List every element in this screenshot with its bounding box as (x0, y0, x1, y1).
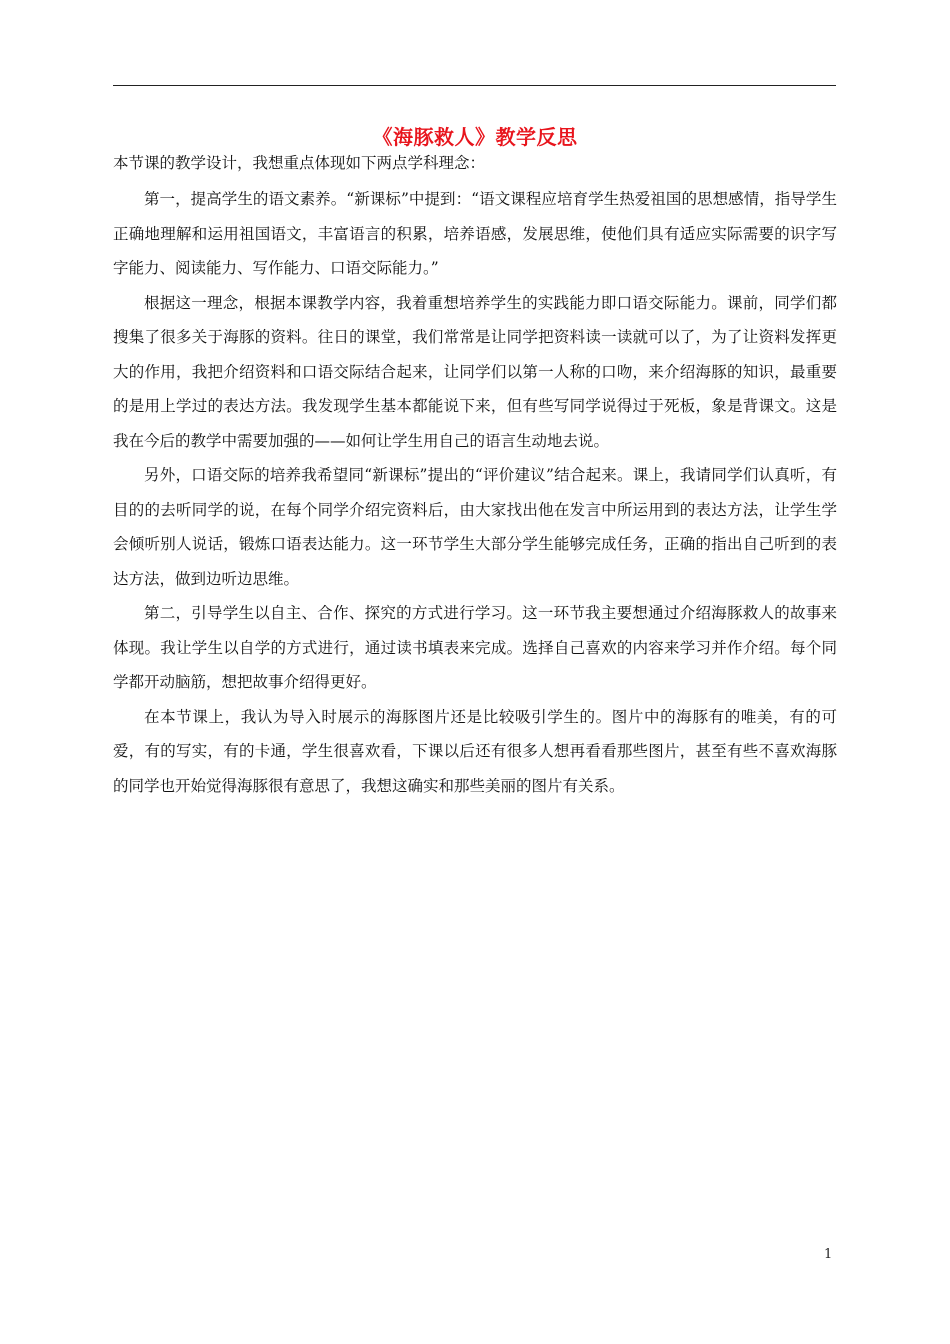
page-number: 1 (824, 1247, 833, 1262)
document-body (113, 150, 837, 803)
paragraph-4: 第二，引导学生以自主、合作、探究的方式进行学习。这一环节我主要想通过介绍海豚救人的故事来体现。我让学生以自学的方式进行，通过读书填表来完成。选择自己喜欢的内容来学习并作介绍。每个同学都开动脑筋，想把故事介绍得更好。 (113, 604, 837, 691)
header-rule (113, 85, 836, 86)
paragraph-1: 第一，提高学生的语文素养。“新课标”中提到：“语文课程应培育学生热爱祖国的思想感情，指导学生正确地理解和运用祖国语文，丰富语言的积累，培养语感，发展思维，使他们具有适应实际需要的识字写字能力、阅读能力、写作能力、口语交际能力。” (113, 190, 837, 277)
paragraph-5: 在本节课上，我认为导入时展示的海豚图片还是比较吸引学生的。图片中的海豚有的唯美，有的可爱，有的写实，有的卡通，学生很喜欢看，下课以后还有很多人想再看看那些图片，甚至有些不喜欢海豚的同学也开始觉得海豚很有意思了，我想这确实和那些美丽的图片有关系。 (113, 707, 837, 795)
paragraph-3: 另外，口语交际的培养我希望同“新课标”提出的“评价建议”结合起来。课上，我请同学们认真听，有目的的去听同学的说，在每个同学介绍完资料后，由大家找出他在发言中所运用到的表达方法，让学生学会倾听别人说话，锻炼口语表达能力。这一环节学生大部分学生能够完成任务，正确的指出自己听到的表达方法，做到边听边思维。 (113, 466, 837, 588)
document-title: 《海豚救人》教学反思 (372, 125, 578, 149)
paragraph-2: 根据这一理念，根据本课教学内容，我着重想培养学生的实践能力即口语交际能力。课前，同学们都搜集了很多关于海豚的资料。往日的课堂，我们常常是让同学把资料读一读就可以了，为了让资料发挥更大的作用，我把介绍资料和口语交际结合起来，让同学们以第一人称的口吻，来介绍海豚的知识，最重要的是用上学过的表达方法。我发现学生基本都能说下来，但有些写同学说得过于死板，象是背课文。这是我在今后的教学中需要加强的——如何让学生用自己的语言生动地去说。 (113, 293, 837, 450)
intro-paragraph: 本节课的教学设计，我想重点体现如下两点学科理念： (113, 154, 486, 172)
